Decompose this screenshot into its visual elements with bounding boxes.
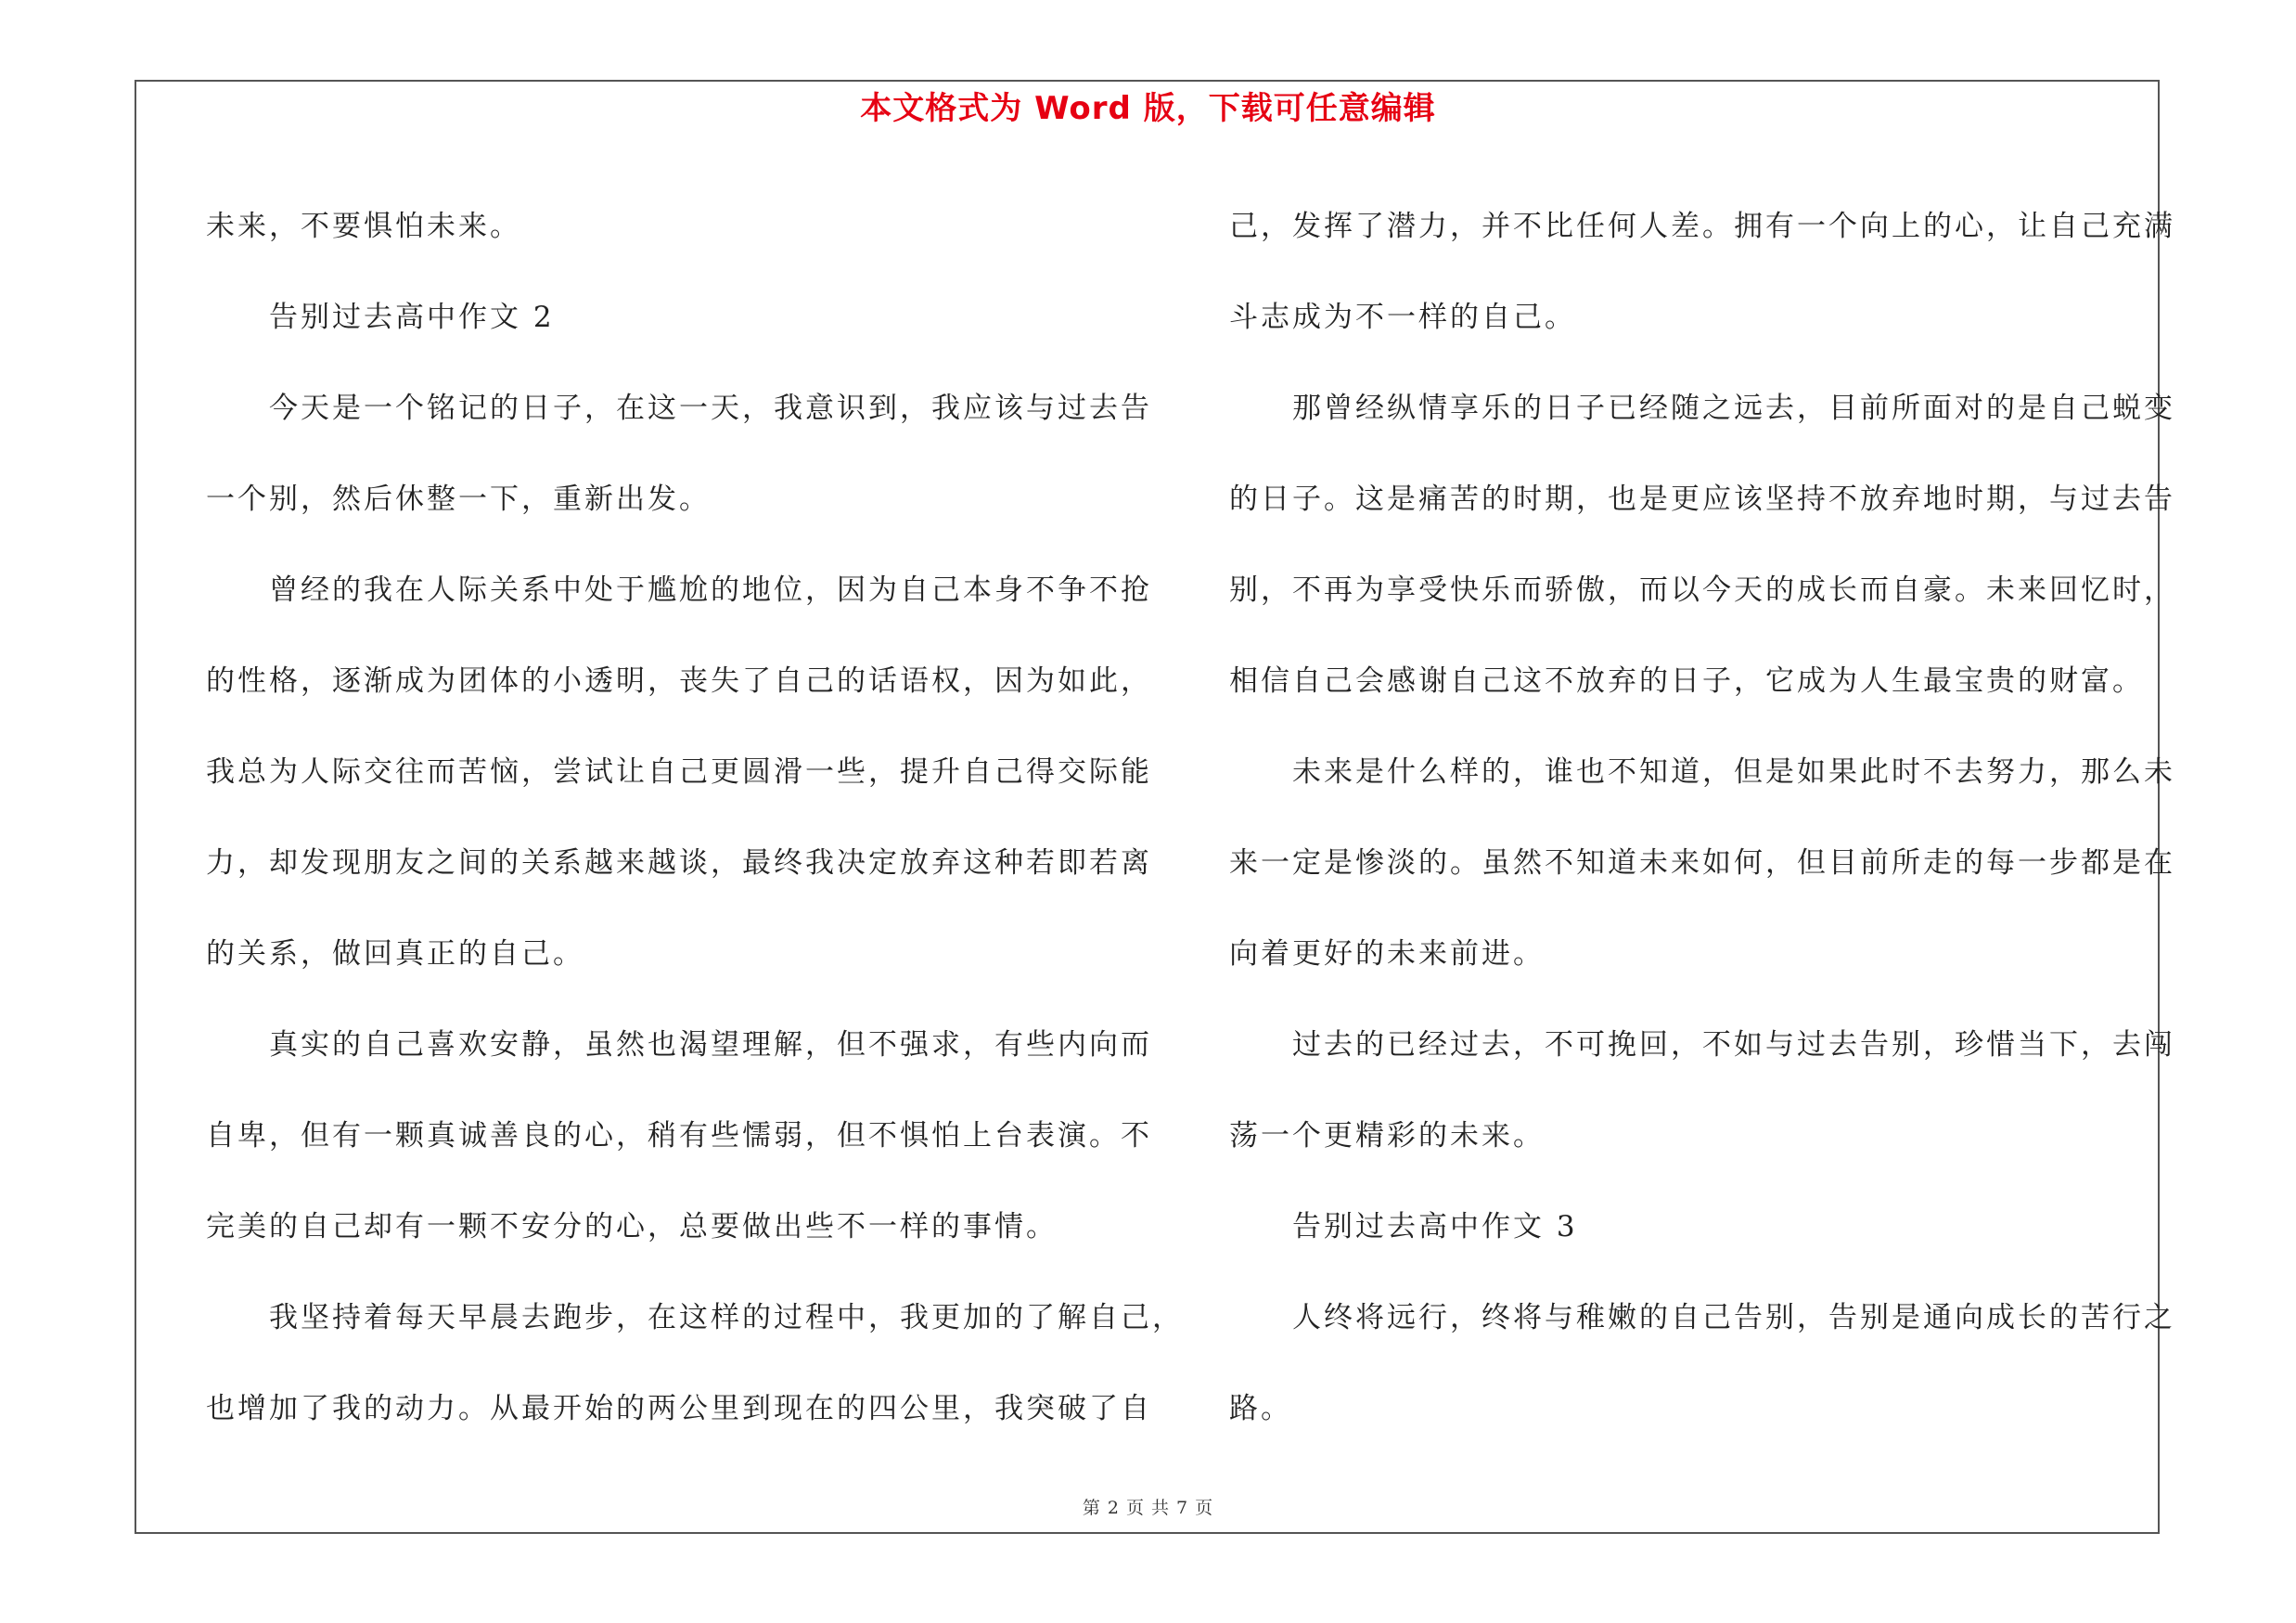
page-number-footer: 第 2 页 共 7 页 [1082, 1498, 1214, 1518]
text-line: 完美的自己却有一颗不安分的心，总要做出些不一样的事情。 [206, 1210, 1058, 1243]
text-line: 向着更好的未来前进。 [1229, 937, 1545, 971]
text-line: 告别过去高中作文 2 [269, 301, 555, 334]
text-line: 别，不再为享受快乐而骄傲，而以今天的成长而自豪。未来回忆时， [1229, 573, 2175, 607]
text-line: 斗志成为不一样的自己。 [1229, 301, 1576, 334]
text-line: 一个别，然后休整一下，重新出发。 [206, 483, 711, 516]
text-line: 力，却发现朋友之间的关系越来越谈，最终我决定放弃这种若即若离 [206, 846, 1152, 880]
text-line: 自卑，但有一颗真诚善良的心，稍有些懦弱，但不惧怕上台表演。不 [206, 1119, 1152, 1153]
text-line: 己，发挥了潜力，并不比任何人差。拥有一个向上的心，让自己充满 [1229, 210, 2175, 243]
text-line: 真实的自己喜欢安静，虽然也渴望理解，但不强求，有些内向而 [269, 1028, 1152, 1062]
text-line: 那曾经纵情享乐的日子已经随之远去，目前所面对的是自己蜕变 [1292, 392, 2175, 425]
word-format-banner: 本文格式为 Word 版，下载可任意编辑 [860, 90, 1436, 127]
text-line: 曾经的我在人际关系中处于尴尬的地位，因为自己本身不争不抢 [269, 573, 1152, 607]
text-line: 我总为人际交往而苦恼，尝试让自己更圆滑一些，提升自己得交际能 [206, 755, 1152, 789]
text-line: 来一定是惨淡的。虽然不知道未来如何，但目前所走的每一步都是在 [1229, 846, 2175, 880]
text-line: 的日子。这是痛苦的时期，也是更应该坚持不放弃地时期，与过去告 [1229, 483, 2175, 516]
left-text-column [206, 181, 1184, 1454]
text-line: 也增加了我的动力。从最开始的两公里到现在的四公里，我突破了自 [206, 1392, 1152, 1425]
text-line: 告别过去高中作文 3 [1292, 1210, 1578, 1243]
text-line: 路。 [1229, 1392, 1292, 1425]
text-line: 我坚持着每天早晨去跑步，在这样的过程中，我更加的了解自己， [269, 1301, 1184, 1334]
text-line: 荡一个更精彩的未来。 [1229, 1119, 1545, 1153]
text-line: 未来是什么样的，谁也不知道，但是如果此时不去努力，那么未 [1292, 755, 2175, 789]
text-line: 的关系，做回真正的自己。 [206, 937, 584, 971]
right-text-column [1229, 181, 2175, 1454]
text-line: 人终将远行，终将与稚嫩的自己告别，告别是通向成长的苦行之 [1292, 1301, 2175, 1334]
text-line: 的性格，逐渐成为团体的小透明，丧失了自己的话语权，因为如此， [206, 664, 1152, 698]
text-line: 今天是一个铭记的日子，在这一天，我意识到，我应该与过去告 [269, 392, 1152, 425]
text-line: 未来，不要惧怕未来。 [206, 210, 521, 243]
text-line: 相信自己会感谢自己这不放弃的日子，它成为人生最宝贵的财富。 [1229, 664, 2144, 698]
text-line: 过去的已经过去，不可挽回，不如与过去告别，珍惜当下，去闯 [1292, 1028, 2175, 1062]
